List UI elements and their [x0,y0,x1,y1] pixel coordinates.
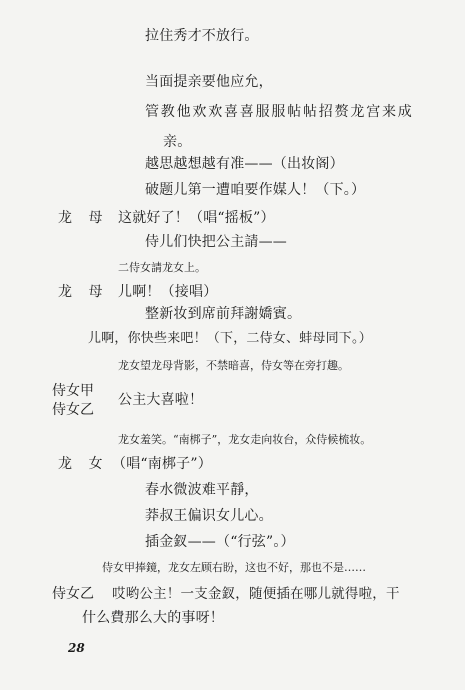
stage-direction: 龙女望龙母背影，不禁暗喜，侍女等在旁打趣。 [118,359,349,372]
dialogue-line: 公主大喜啦！ [118,392,204,408]
speaker-label: 龙 母 [58,210,109,226]
verse-line: 莽叔王偏识女儿心。 [145,508,273,524]
verse-line: 越思越想越有准——（出妆阁） [145,156,344,172]
speaker-label: 龙 女 [58,456,109,472]
speaker-label: 侍女乙 [52,402,94,418]
dialogue-line: 儿啊，你快些来吧！（下，二侍女、蚌母同下。） [88,331,372,346]
dialogue-line: 哎哟公主！一支金釵，随便插在哪儿就得啦，干 [112,586,400,602]
stage-direction: 龙女羞笑。“南梆子”，龙女走向妆台，众侍候梳妆。 [118,433,372,446]
speaker-label: 侍女乙 [52,586,94,602]
verse-line: 插金釵——（“行弦”。） [145,534,295,550]
stage-direction: 二侍女請龙女上。 [118,261,206,274]
speaker-label: 侍女甲 [52,383,94,399]
verse-line: 当面提亲要他应允， [145,74,273,90]
verse-line: 整新妆到席前拜謝嬌賓。 [145,306,302,322]
page-number: 28 [68,641,85,655]
verse-line: 亲。 [163,134,192,150]
verse-line: 拉住秀才不放行。 [145,28,259,44]
dialogue-line: 什么費那么大的事呀！ [82,610,224,626]
dialogue-line: （唱“南梆子”） [112,456,212,472]
verse-line: 管教他欢欢喜喜服服帖帖招赘龙宫来成 [145,104,414,120]
speaker-label: 龙 母 [58,284,109,300]
verse-line: 侍儿们快把公主請—— [145,234,287,250]
verse-line: 春水微波难平靜， [145,482,259,498]
dialogue-line: 儿啊！（接唱） [118,284,218,300]
stage-direction: 侍女甲捧鏡，龙女左顾右盼，这也不好，那也不是…… [102,561,366,574]
dialogue-line: 这就好了！（唱“摇板”） [118,210,275,226]
verse-line: 破题儿第一遭咱要作媒人！（下。） [145,182,366,198]
